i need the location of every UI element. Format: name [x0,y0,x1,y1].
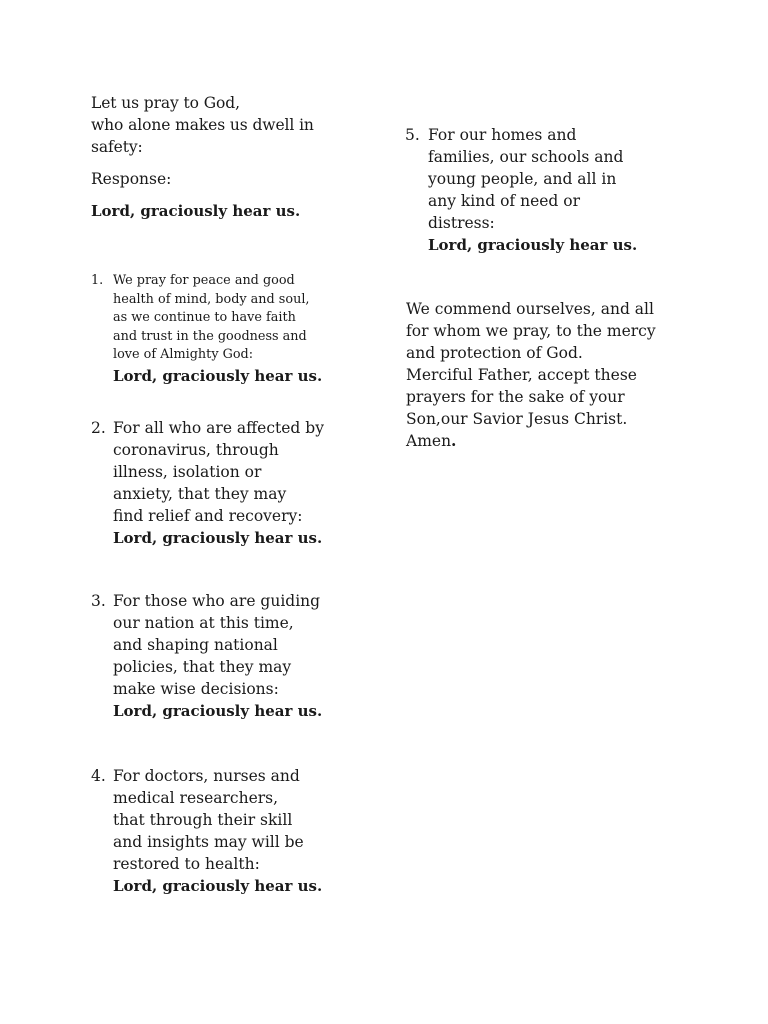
prayer-line: illness, isolation or [113,462,262,481]
prayer-line: policies, that they may [113,657,292,676]
closing-line: Merciful Father, accept these [406,366,637,384]
closing-line: prayers for the sake of your [406,388,625,406]
prayer-line: and insights may will be [113,832,304,851]
intro-line: safety: [91,138,143,156]
amen-line [406,430,706,452]
intro-invitation [91,92,381,158]
prayer-line: our nation at this time, [113,613,294,632]
prayer-line: distress: [428,214,495,232]
closing-prayer [406,298,706,452]
closing-line: We commend ourselves, and all [406,300,654,318]
amen-period: . [451,431,457,450]
prayer-item-2 [69,417,381,549]
prayer-item-3 [69,590,381,722]
left-column [91,92,381,897]
prayer-line: families, our schools and [428,148,624,166]
closing-line: for whom we pray, to the mercy [406,322,656,340]
prayer-line: medical researchers, [113,788,279,807]
right-column [406,124,706,452]
prayer-line: coronavirus, through [113,440,279,459]
response-text: Lord, graciously hear us. [91,202,301,220]
prayer-line: love of Almighty God: [113,347,254,362]
prayer-response: Lord, graciously hear us. [113,876,323,895]
amen-text: Amen [406,432,452,450]
prayer-item-1 [69,272,381,387]
prayer-line: health of mind, body and soul, [113,291,310,307]
prayer-line: that through their skill [113,810,293,829]
prayer-response: Lord, graciously hear us. [428,236,638,254]
prayer-response: Lord, graciously hear us. [113,366,323,385]
intro-line: who alone makes us dwell in [91,116,314,134]
prayer-item-4 [69,765,381,897]
prayer-line: and shaping national [113,635,278,654]
prayer-item-5 [383,124,706,256]
prayer-number: 1. [91,273,104,288]
prayer-line: make wise decisions: [113,679,279,698]
prayer-number: 4. [91,766,106,785]
prayer-line: For doctors, nurses and [113,766,300,785]
prayer-line: and trust in the goodness and [113,328,307,344]
prayer-line: For those who are guiding [113,591,321,610]
prayer-line: any kind of need or [428,192,581,210]
prayer-line: For all who are affected by [113,418,324,437]
prayer-line: anxiety, that they may [113,484,287,503]
prayer-line: find relief and recovery: [113,506,303,525]
intro-line: Let us pray to God, [91,94,240,112]
prayer-number: 2. [91,418,106,437]
response-label: Response: [91,170,172,188]
closing-line: Son,our Savior Jesus Christ. [406,410,628,428]
prayer-line: For our homes and [428,126,577,144]
closing-line: and protection of God. [406,344,583,362]
prayer-line: We pray for peace and good [113,273,295,288]
prayer-number: 5. [405,126,420,144]
prayer-number: 3. [91,591,106,610]
prayer-line: restored to health: [113,854,260,873]
prayer-line: young people, and all in [428,170,617,188]
prayer-line: as we continue to have faith [113,310,296,325]
prayer-response: Lord, graciously hear us. [113,701,323,720]
prayer-response: Lord, graciously hear us. [113,528,323,547]
